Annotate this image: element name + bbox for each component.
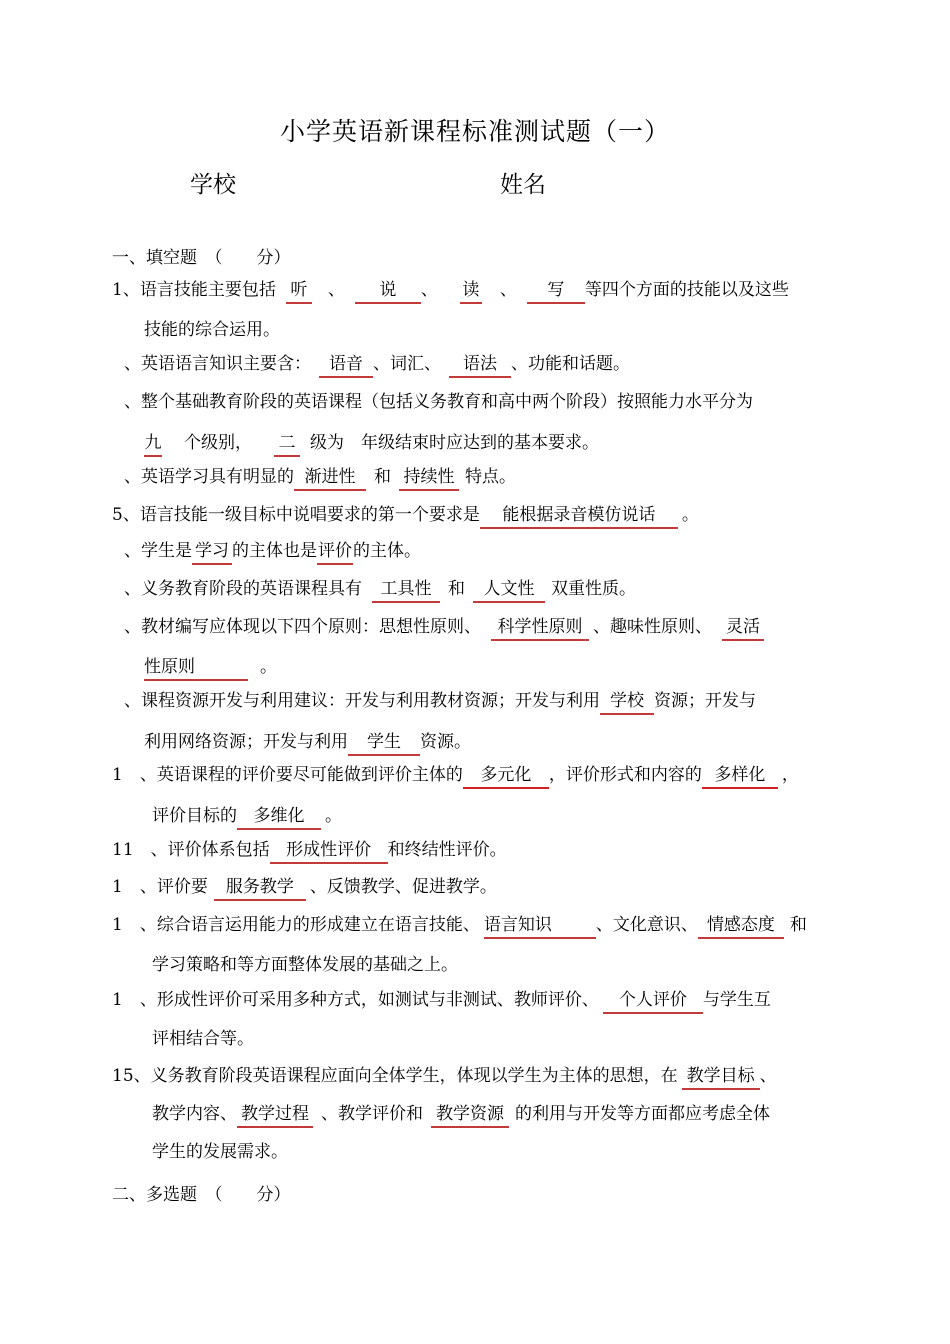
answer-blank: 多元化: [463, 763, 549, 789]
answer-blank: 多样化: [702, 763, 778, 789]
answer-blank: 个人评价: [603, 988, 703, 1014]
answer-blank: 形成性评价: [270, 838, 388, 864]
answer-blank: 读: [460, 278, 482, 304]
answer-blank: 工具性: [372, 577, 440, 603]
question-9-cont: 利用网络资源；开发与利用 学生 资源。: [144, 729, 471, 756]
question-11: 11 、评价体系包括 形成性评价 和终结性评价。: [112, 837, 507, 864]
answer-blank: 人文性: [473, 577, 545, 603]
answer-blank: 说: [355, 278, 421, 304]
answer-blank: 听: [286, 278, 312, 304]
answer-blank: 灵活: [722, 615, 764, 641]
answer-blank: 能根据录音模仿说话: [480, 503, 678, 529]
question-8-cont: 性原则 。: [144, 654, 277, 681]
answer-blank: 性原则: [144, 655, 248, 681]
answer-blank: 语法: [449, 352, 511, 378]
answer-blank: 服务教学: [214, 875, 306, 901]
question-5: 5、语言技能一级目标中说唱要求的第一个要求是 能根据录音模仿说话 。: [112, 502, 699, 529]
question-12: 1 、评价要 服务教学 、反馈教学、促进教学。: [112, 874, 497, 901]
question-3: 、整个基础教育阶段的英语课程（包括义务教育和高中两个阶段）按照能力水平分为: [124, 392, 753, 412]
answer-blank: 学校: [600, 689, 654, 715]
answer-blank: 情感态度: [698, 913, 784, 939]
question-15-cont: 教学内容、 教学过程 、教学评价和 教学资源 的利用与开发等方面都应考虑全体: [152, 1101, 770, 1128]
answer-blank: 语音: [319, 352, 373, 378]
question-10-cont: 评价目标的 多维化 。: [152, 803, 342, 830]
question-6: 、学生是 学习 的主体也是评价的主体。: [124, 538, 421, 565]
question-15-cont2: 学生的发展需求。: [152, 1142, 288, 1162]
answer-blank: 教学目标: [682, 1064, 760, 1090]
answer-blank: 多维化: [237, 804, 321, 830]
question-8: 、教材编写应体现以下四个原则：思想性原则、 科学性原则 、趣味性原则、 灵活: [124, 614, 764, 641]
name-label: 姓名: [500, 172, 546, 198]
answer-blank: 评价: [317, 539, 353, 565]
answer-blank: 科学性原则: [491, 615, 589, 641]
question-13: 1 、综合语言运用能力的形成建立在语言技能、 语言知识 、文化意识、 情感态度 和: [112, 912, 807, 939]
answer-blank: 教学过程: [237, 1102, 313, 1128]
question-2: 、英语语言知识主要含： 语音 、词汇、 语法 、功能和话题。: [124, 351, 630, 378]
question-10: 1 、英语课程的评价要尽可能做到评价主体的 多元化 ，评价形式和内容的 多样化 ，: [112, 762, 799, 789]
question-4: 、英语学习具有明显的 渐进性 和 持续性 特点。: [124, 464, 516, 491]
answer-blank: 语言知识: [484, 913, 596, 939]
answer-blank: 渐进性: [294, 465, 366, 491]
answer-blank: 写: [527, 278, 585, 304]
question-15: 15、义务教育阶段英语课程应面向全体学生，体现以学生为主体的思想，在 教学目标 、: [112, 1063, 777, 1090]
answer-blank: 持续性: [399, 465, 459, 491]
answer-blank: 教学资源: [431, 1102, 509, 1128]
question-7: 、义务教育阶段的英语课程具有 工具性 和 人文性 双重性质。: [124, 576, 636, 603]
section-fill-in: 一、填空题 （ 分）: [112, 248, 291, 268]
page-title: 小学英语新课程标准测试题（一）: [279, 117, 670, 146]
section-multiple-choice: 二、多选题 （ 分）: [112, 1185, 291, 1205]
question-13-cont: 学习策略和等方面整体发展的基础之上。: [152, 955, 458, 975]
question-1: 1、语言技能主要包括 听 、 说 、 读 、 写 等四个方面的技能以及这些: [112, 277, 789, 304]
answer-blank: 二: [274, 431, 300, 457]
question-1-cont: 技能的综合运用。: [144, 320, 280, 340]
answer-blank: 九: [144, 431, 162, 457]
question-14: 1 、形成性评价可采用多种方式，如测试与非测试、教师评价、 个人评价 与学生互: [112, 987, 771, 1014]
question-9: 、课程资源开发与利用建议：开发与利用教材资源；开发与利用 学校 资源；开发与: [124, 688, 756, 715]
answer-blank: 学习: [192, 539, 232, 565]
answer-blank: 学生: [348, 730, 420, 756]
question-14-cont: 评相结合等。: [152, 1029, 254, 1049]
school-label: 学校: [190, 172, 236, 198]
question-3-cont: 九 个级别， 二 级为 年级结束时应达到的基本要求。: [144, 430, 599, 457]
